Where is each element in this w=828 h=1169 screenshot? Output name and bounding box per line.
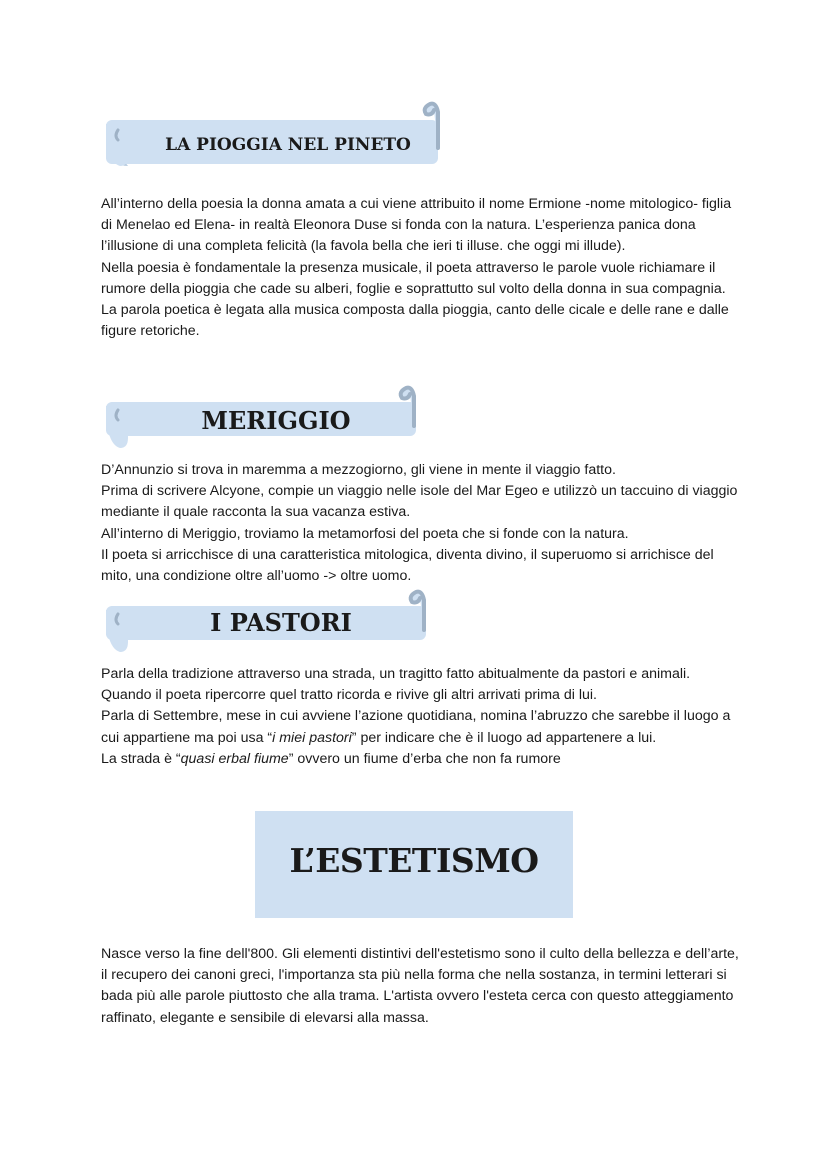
banner-meriggio <box>100 382 422 452</box>
paragraph: All’interno della poesia la donna amata a cui viene attribuito il nome Ermione -nome mitologico- figlia di Menelao ed Elena- in realtà Eleonora Duse si fonda con la natura. L’esperienza panica dona l’illusione di una completa felicità (la favola bella che ieri ti illuse. che oggi mi illude). <box>101 196 732 255</box>
paragraph: All’interno di Meriggio, troviamo la metamorfosi del poeta che si fonde con la natura. <box>101 525 629 542</box>
section-title: MERIGGIO <box>201 406 351 435</box>
box-title-estetismo <box>255 811 573 918</box>
section-title: L’ESTETISMO <box>289 841 539 880</box>
text-run: Parla di Settembre, mese in cui avviene l’azione quotidiana, nomina l’abruzzo che sarebbe il luogo a cui appartiene ma poi usa “ <box>101 708 731 746</box>
paragraph: Parla della tradizione attraverso una strada, un tragitto fatto abitualmente da pastori e animali. Quando il poeta ripercorre quel tratto ricorda e rivive gli altri arrivati prima di lui. <box>101 666 691 704</box>
section-title: LA PIOGGIA NEL PINETO <box>165 135 411 155</box>
italic-quote: quasi erbal fiume <box>180 750 289 767</box>
banner-pioggia-nel-pineto <box>100 100 446 170</box>
section-title: I PASTORI <box>210 608 352 637</box>
italic-quote: i miei pastori <box>272 729 352 746</box>
paragraph: D’Annunzio si trova in maremma a mezzogiorno, gli viene in mente il viaggio fatto. <box>101 462 616 478</box>
section-body-pioggia <box>101 194 741 342</box>
text-run: ” ovvero un fiume d’erba che non fa rumore <box>288 750 561 767</box>
paragraph: Prima di scrivere Alcyone, compie un viaggio nelle isole del Mar Egeo e utilizzò un taccuino di viaggio mediante il quale racconta la sua vacanza estiva. <box>101 483 738 521</box>
paragraph: Nasce verso la fine dell'800. Gli elementi distintivi dell'estetismo sono il culto della bellezza e dell’arte, il recupero dei canoni greci, l'importanza sta più nella forma che nella sostanza, in termini letterari si bada più alle parole piuttosto che alla trama. L'artista ovvero l'esteta cerca con questo atteggiamento raffinato, elegante e sensibile di elevarsi alla massa. <box>101 946 739 1026</box>
text-run: ” per indicare che è il luogo ad appartenere a lui. <box>351 729 657 746</box>
banner-i-pastori <box>100 586 432 656</box>
text-run: La strada è “ <box>101 750 181 767</box>
section-body-estetismo <box>101 944 741 1029</box>
section-body-pastori <box>101 664 741 770</box>
paragraph: La parola poetica è legata alla musica composta dalla pioggia, canto delle cicale e delle rane e dalle figure retoriche. <box>101 302 729 340</box>
paragraph: Il poeta si arricchisce di una caratteristica mitologica, diventa divino, il superuomo si arrichisce del mito, una condizione oltre all’uomo -> oltre uomo. <box>101 546 714 585</box>
paragraph: Nella poesia è fondamentale la presenza musicale, il poeta attraverso le parole vuole richiamare il rumore della pioggia che cade su alberi, foglie e soprattutto sul volto della donna in sua compagnia. <box>101 259 726 297</box>
section-body-meriggio <box>101 460 741 587</box>
paragraph <box>101 706 741 748</box>
paragraph <box>101 749 741 770</box>
